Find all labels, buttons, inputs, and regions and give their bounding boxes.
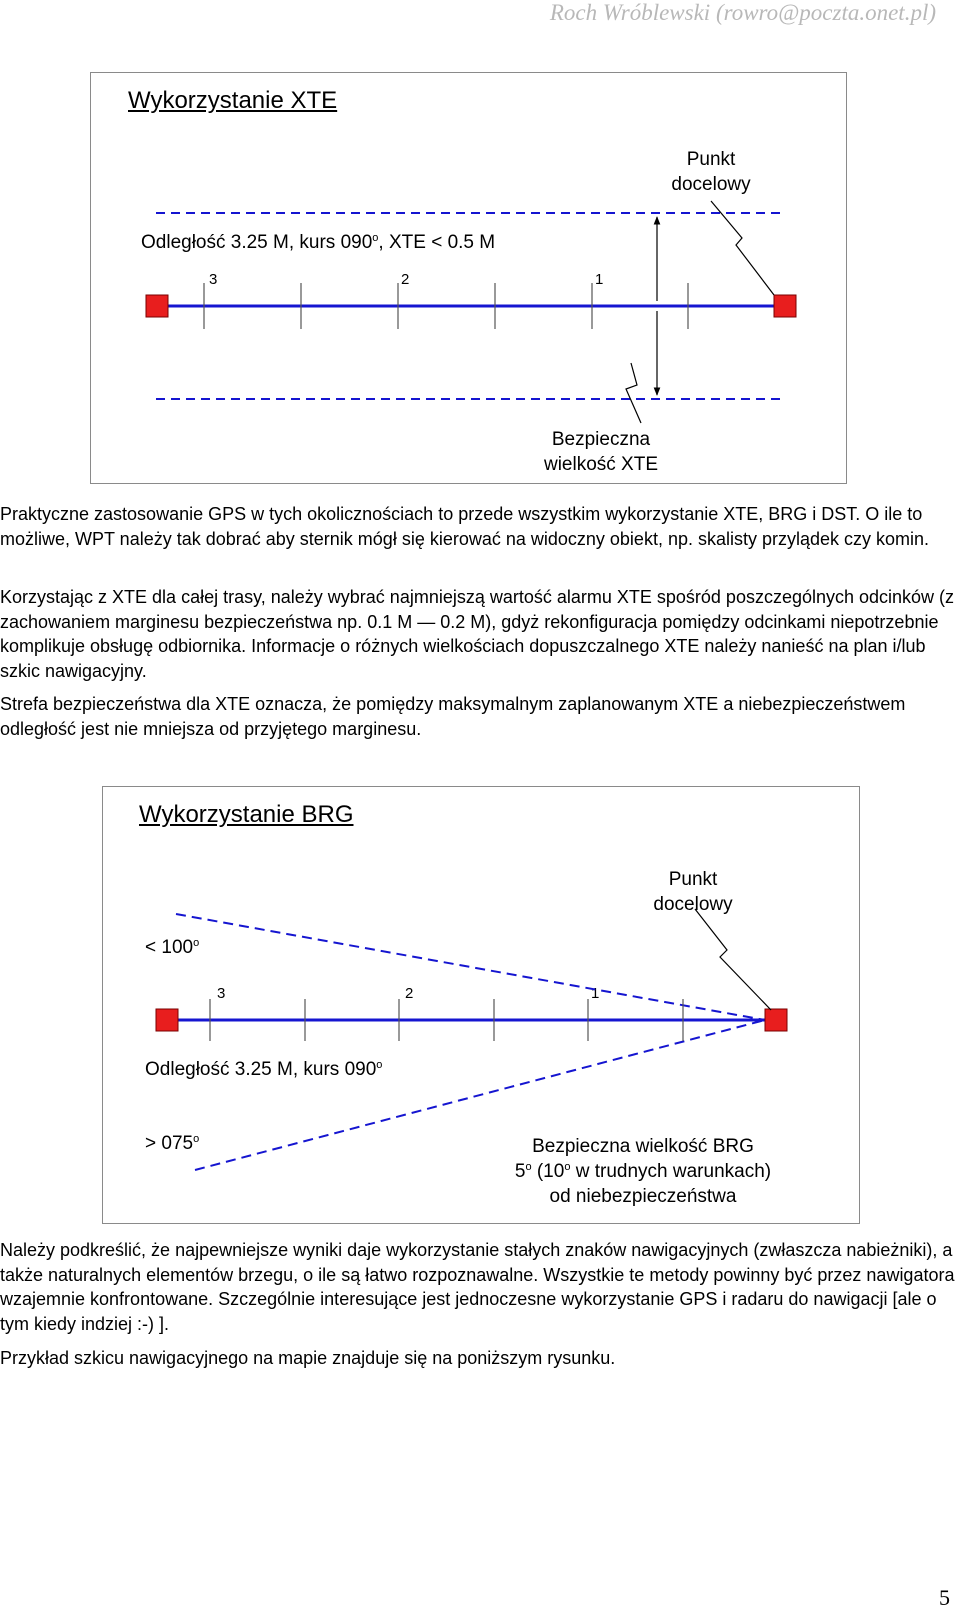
upper-brg-dashed — [176, 914, 765, 1020]
brg-target-callout-line — [695, 909, 771, 1010]
paragraph-5: Przykład szkicu nawigacyjnego na mapie znajduje się na poniższym rysunku. — [0, 1348, 616, 1368]
lower-brg-dashed — [195, 1020, 765, 1170]
figure-xte-title: Wykorzystanie XTE — [128, 87, 338, 114]
start-waypoint — [146, 295, 168, 317]
figure-xte — [90, 72, 847, 484]
tick-label-2: 2 — [401, 271, 410, 288]
xte-diagram — [91, 73, 846, 483]
paragraph-2: Korzystając z XTE dla całej trasy, należy wybrać najmniejszą wartość alarmu XTE spośród poszczególnych odcinków (z zachowaniem marginesu bezpieczeństwa np. 0.1 M — 0.2 M), gdyż rekonfiguracja pomiędzy odcinkami niepotrzebnie komplikuje obsługę odbiornika. Informacje o różnych wielkościach dopuszczalnego XTE należy nanieść na plan i/lub szkic nawigacyjny. — [0, 587, 955, 681]
target-callout-line — [711, 201, 774, 295]
brg-tick-label-1: 1 — [591, 985, 600, 1002]
brg-start-waypoint — [156, 1009, 178, 1031]
target-label: Punkt docelowy — [671, 149, 751, 195]
tick-label-1: 1 — [595, 271, 604, 288]
lower-brg-label: > $075^o$ — [145, 1133, 200, 1154]
upper-brg-label: < $100^o$ — [145, 937, 200, 958]
tick-label-3: 3 — [209, 271, 218, 288]
xte-info-text: Odległość 3.25 M, kurs 090$^o$, XTE < 0.5 M — [141, 232, 496, 253]
page-number: 5 — [939, 1585, 950, 1610]
figure-brg-title: Wykorzystanie BRG — [139, 801, 354, 828]
brg-tick-label-2: 2 — [405, 985, 414, 1002]
safe-brg-label: Bezpieczna wielkość BRG 5$^o$ (10$^o$ w trudnych warunkach) od niebezpieczeństwa — [514, 1136, 772, 1207]
page-header-author: Roch Wróblewski (rowro@poczta.onet.pl) — [549, 0, 936, 25]
brg-tick-label-3: 3 — [217, 985, 226, 1002]
safe-xte-label: Bezpieczna wielkość XTE — [543, 429, 659, 475]
figure-brg — [102, 786, 860, 1224]
paragraph-3: Strefa bezpieczeństwa dla XTE oznacza, że pomiędzy maksymalnym zaplanowanym XTE a niebezpieczeństwem odległość jest nie mniejsza od przyjętego marginesu. — [0, 694, 906, 739]
safe-callout-line — [626, 363, 641, 423]
brg-target-waypoint — [765, 1009, 787, 1031]
target-waypoint — [774, 295, 796, 317]
brg-diagram — [103, 787, 859, 1223]
brg-target-label: Punkt docelowy — [653, 869, 733, 915]
brg-info-text: Odległość 3.25 M, kurs 090$^o$ — [145, 1059, 383, 1080]
paragraph-4: Należy podkreślić, że najpewniejsze wyniki daje wykorzystanie stałych znaków nawigacyjnych (zwłaszcza nabieżniki), a także naturalnych elementów brzegu, o ile są łatwo rozpoznawalne. Wszystkie te metody powinny być przez nawigatora wzajemnie konfrontowane. Szczególnie interesujące jest jednoczesne wykorzystanie GPS i radaru do nawigacji [ale o tym kiedy indziej :-) ]. — [0, 1240, 955, 1334]
paragraph-1: Praktyczne zastosowanie GPS w tych okolicznościach to przede wszystkim wykorzystanie XTE, BRG i DST. O ile to możliwe, WPT należy tak dobrać aby sternik mógł się kierować na widoczny obiekt, np. skalisty przylądek czy komin. — [0, 504, 930, 549]
